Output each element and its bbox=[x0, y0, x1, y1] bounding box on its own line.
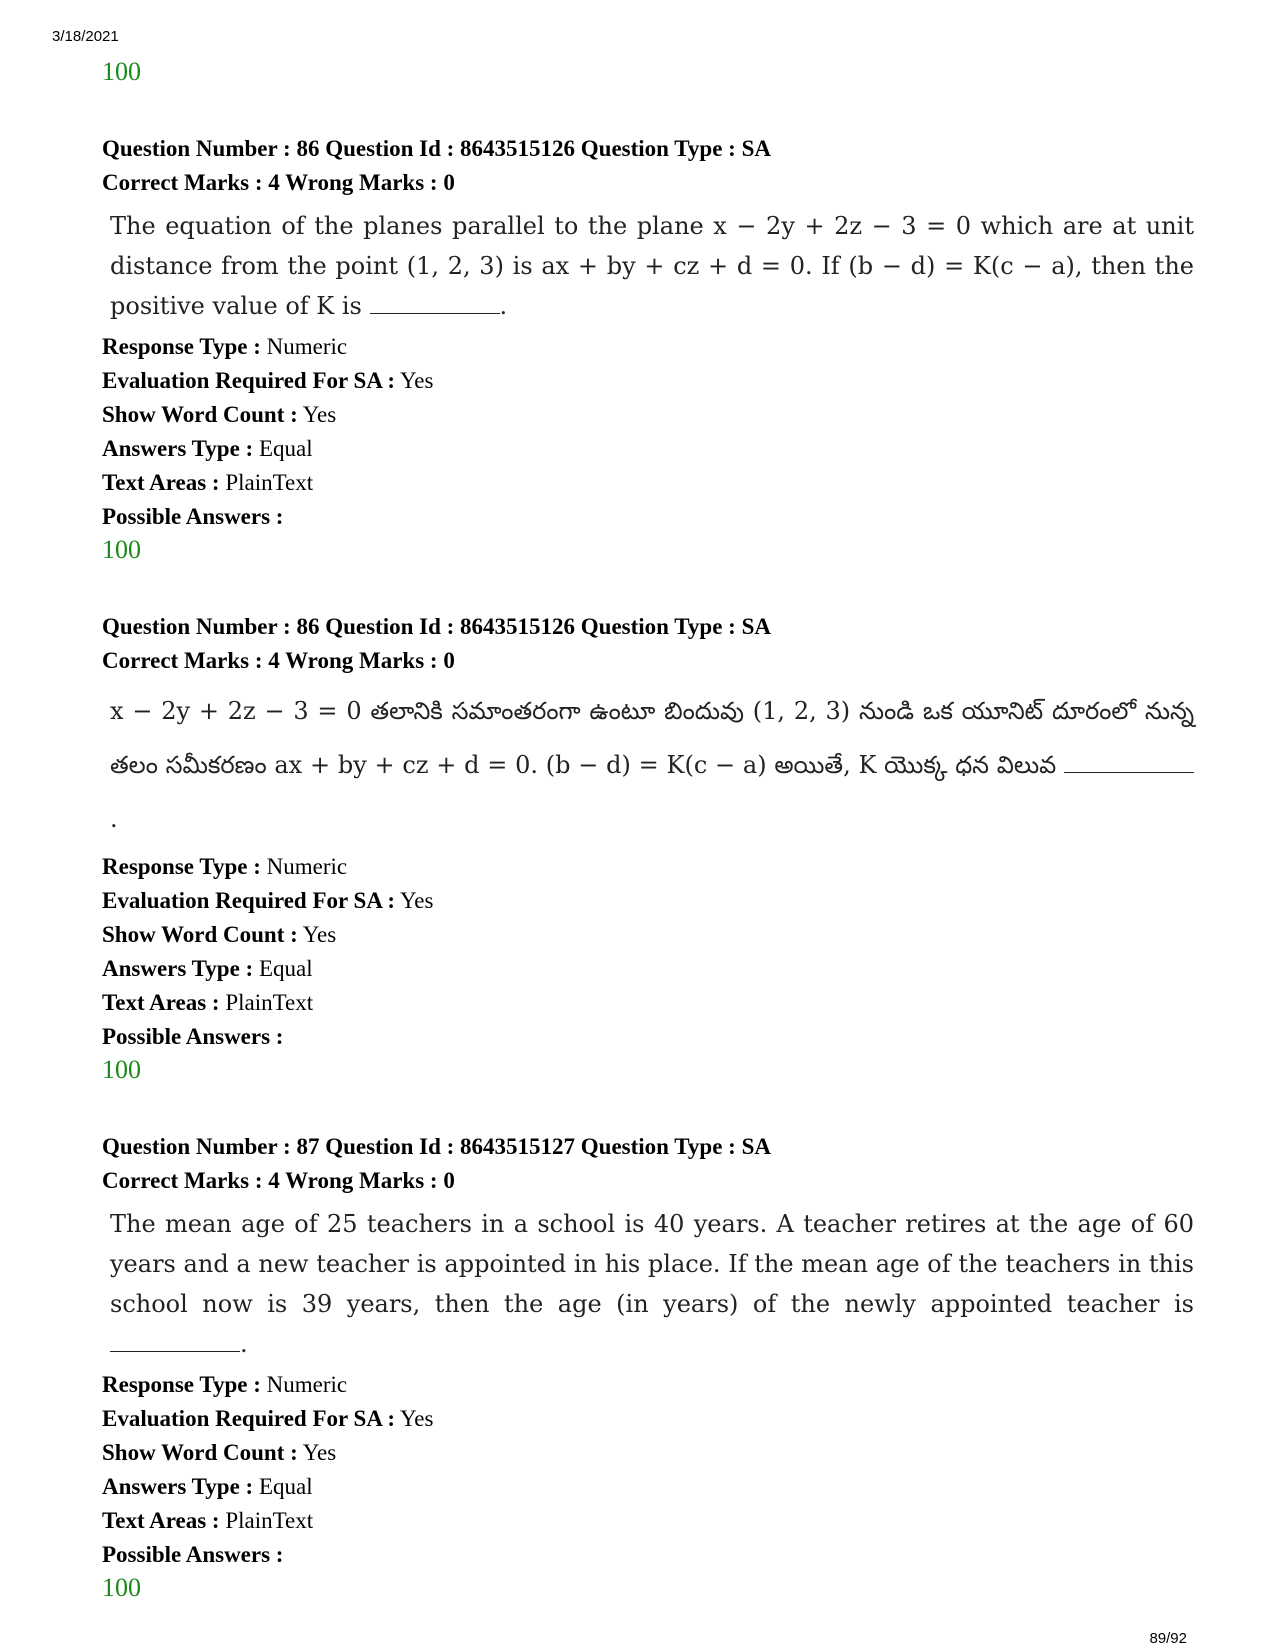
evaluation-label: Evaluation Required For SA : bbox=[102, 368, 396, 393]
response-type-value: Numeric bbox=[266, 1372, 348, 1397]
text-areas-row bbox=[102, 1504, 1202, 1538]
question-body: The mean age of 25 teachers in a school is 40 years. A teacher retires at the age of 60 years and a new teacher is appointed in his place. If the mean age of the teachers in this school now is 39 years, then the age (in years) of the newly appointed teacher is bbox=[110, 1210, 1194, 1318]
text-areas-value: PlainText bbox=[225, 990, 314, 1015]
answers-type-value: Equal bbox=[258, 956, 313, 981]
marks-line: Correct Marks : 4 Wrong Marks : 0 bbox=[102, 648, 455, 673]
word-count-label: Show Word Count : bbox=[102, 1440, 298, 1465]
response-type-value: Numeric bbox=[266, 854, 348, 879]
evaluation-row bbox=[102, 884, 1202, 918]
response-type-label: Response Type : bbox=[102, 854, 261, 879]
evaluation-label: Evaluation Required For SA : bbox=[102, 888, 396, 913]
word-count-value: Yes bbox=[302, 402, 337, 427]
response-type-label: Response Type : bbox=[102, 1372, 261, 1397]
question-end: . bbox=[110, 805, 118, 833]
possible-answers-label: Possible Answers : bbox=[102, 1542, 284, 1567]
question-block bbox=[102, 610, 1202, 1086]
response-type-row bbox=[102, 330, 1202, 364]
possible-answers-label: Possible Answers : bbox=[102, 504, 284, 529]
possible-answers-row bbox=[102, 500, 1202, 534]
text-areas-row bbox=[102, 986, 1202, 1020]
text-areas-label: Text Areas : bbox=[102, 470, 220, 495]
possible-answers-row bbox=[102, 1020, 1202, 1054]
possible-answers-row bbox=[102, 1538, 1202, 1572]
response-type-label: Response Type : bbox=[102, 334, 261, 359]
possible-answer-value: 100 bbox=[102, 57, 141, 86]
question-body: The equation of the planes parallel to the plane x − 2y + 2z − 3 = 0 which are at unit distance from the point (1, 2, 3) is ax + by + cz + d = 0. If (b − d) = K(c − a), then the positive value of K is bbox=[110, 212, 1194, 320]
question-end: . bbox=[499, 292, 508, 320]
answers-type-value: Equal bbox=[258, 436, 313, 461]
word-count-label: Show Word Count : bbox=[102, 922, 298, 947]
question-text bbox=[102, 1198, 1202, 1368]
question-end: . bbox=[240, 1330, 248, 1358]
answers-type-label: Answers Type : bbox=[102, 1474, 254, 1499]
answer-blank bbox=[1064, 754, 1194, 773]
question-text bbox=[102, 678, 1202, 850]
answers-type-label: Answers Type : bbox=[102, 436, 254, 461]
evaluation-value: Yes bbox=[400, 1406, 434, 1431]
page-number: 89/92 bbox=[1149, 1630, 1187, 1647]
text-areas-row bbox=[102, 466, 1202, 500]
text-areas-label: Text Areas : bbox=[102, 990, 220, 1015]
page-content bbox=[102, 56, 1202, 1604]
word-count-value: Yes bbox=[302, 1440, 337, 1465]
question-body: x − 2y + 2z − 3 = 0 తలానికి సమాంతరంగా ఉంటూ బిందువు (1, 2, 3) నుండి ఒక యూనిట్ దూరంలో నున్న తలం సమీకరణం ax + by + cz + d = 0. (b − d) = K(c − a) అయితే, K యొక్క ధన విలువ bbox=[110, 697, 1194, 779]
response-type-row bbox=[102, 1368, 1202, 1402]
response-type-row bbox=[102, 850, 1202, 884]
answers-type-row bbox=[102, 952, 1202, 986]
possible-answer-value: 100 bbox=[102, 1573, 141, 1602]
evaluation-row bbox=[102, 364, 1202, 398]
word-count-row bbox=[102, 1436, 1202, 1470]
word-count-row bbox=[102, 918, 1202, 952]
possible-answers-label: Possible Answers : bbox=[102, 1024, 284, 1049]
evaluation-value: Yes bbox=[400, 888, 434, 913]
answer-blank bbox=[370, 295, 500, 314]
word-count-label: Show Word Count : bbox=[102, 402, 298, 427]
question-text bbox=[102, 200, 1202, 330]
question-header: Question Number : 86 Question Id : 8643515126 Question Type : SA bbox=[102, 614, 771, 639]
marks-line: Correct Marks : 4 Wrong Marks : 0 bbox=[102, 1168, 455, 1193]
answer-blank bbox=[110, 1333, 240, 1352]
page-date: 3/18/2021 bbox=[52, 28, 119, 45]
evaluation-label: Evaluation Required For SA : bbox=[102, 1406, 396, 1431]
text-areas-value: PlainText bbox=[225, 1508, 314, 1533]
question-header: Question Number : 86 Question Id : 8643515126 Question Type : SA bbox=[102, 136, 771, 161]
answers-type-label: Answers Type : bbox=[102, 956, 254, 981]
question-block bbox=[102, 1130, 1202, 1604]
evaluation-value: Yes bbox=[400, 368, 434, 393]
text-areas-value: PlainText bbox=[225, 470, 314, 495]
answers-type-row bbox=[102, 1470, 1202, 1504]
question-header: Question Number : 87 Question Id : 8643515127 Question Type : SA bbox=[102, 1134, 771, 1159]
word-count-value: Yes bbox=[302, 922, 337, 947]
question-block bbox=[102, 132, 1202, 566]
response-type-value: Numeric bbox=[266, 334, 348, 359]
text-areas-label: Text Areas : bbox=[102, 1508, 220, 1533]
marks-line: Correct Marks : 4 Wrong Marks : 0 bbox=[102, 170, 455, 195]
evaluation-row bbox=[102, 1402, 1202, 1436]
possible-answer-value: 100 bbox=[102, 1055, 141, 1084]
word-count-row bbox=[102, 398, 1202, 432]
possible-answer-value: 100 bbox=[102, 535, 141, 564]
answers-type-row bbox=[102, 432, 1202, 466]
answers-type-value: Equal bbox=[258, 1474, 313, 1499]
